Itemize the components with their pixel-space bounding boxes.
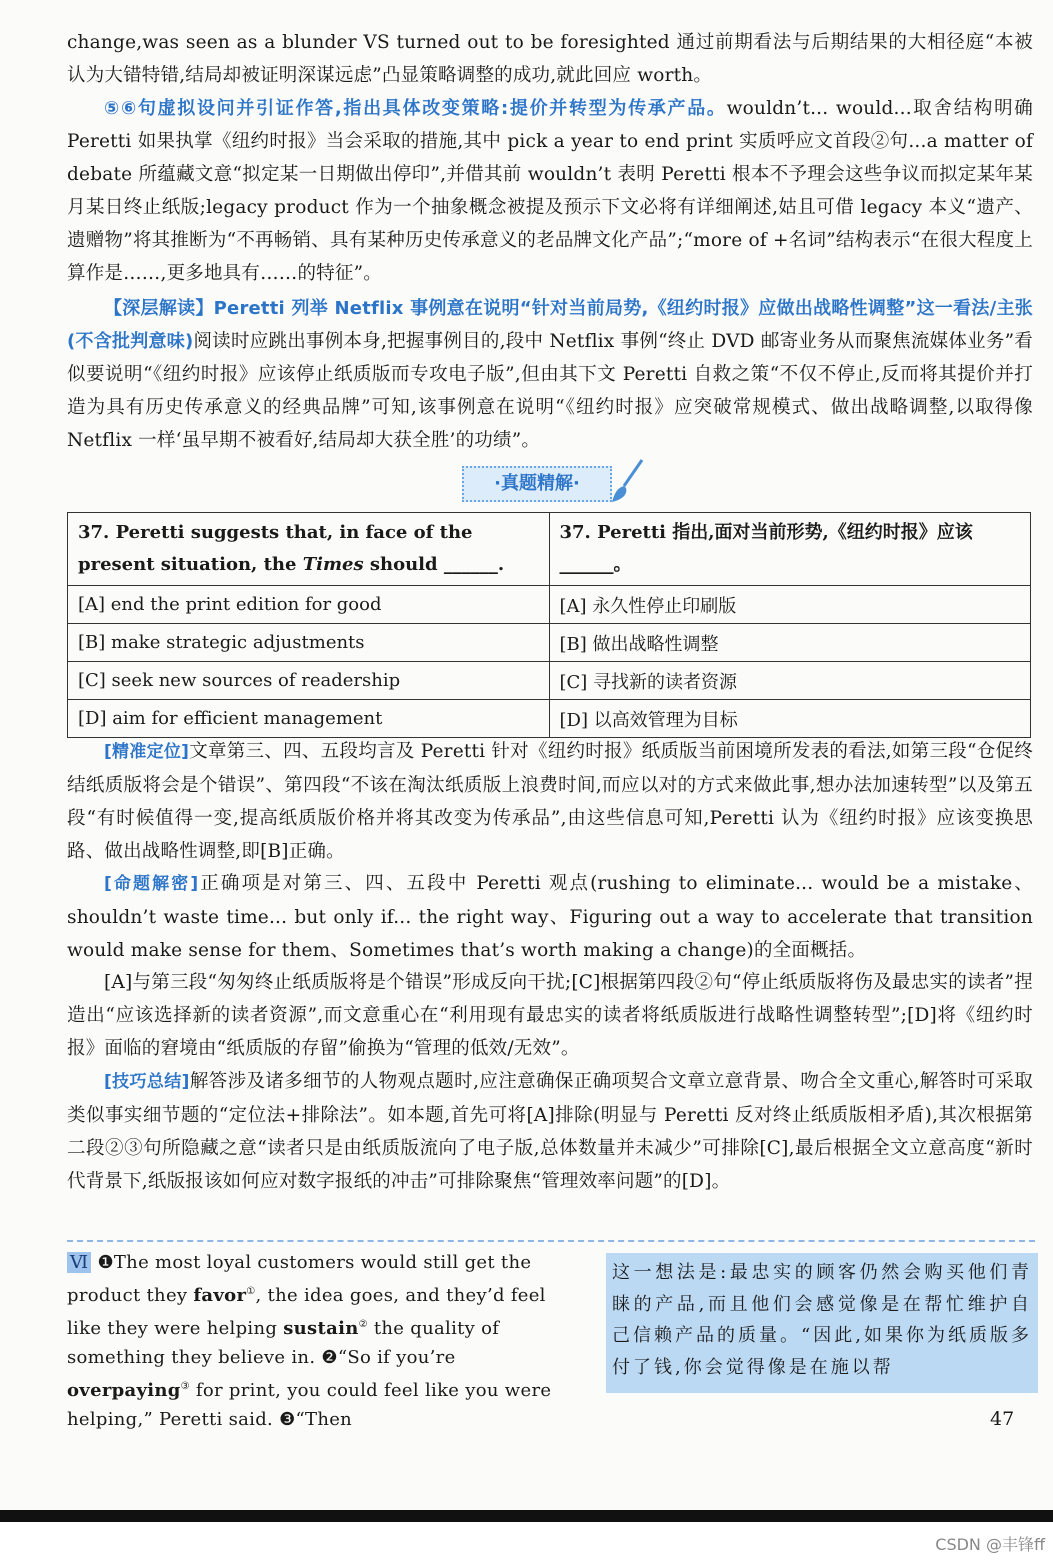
option-b-en: [B] make strategic adjustments: [68, 624, 550, 662]
deep-reading-body: 阅读时应跳出事例本身,把握事例目的,段中 Netflix 事例“终止 DVD 邮寄业务从而聚焦流媒体业务”看似要说明“《纽约时报》应该停止纸质版而专攻电子版”,但由其下文 Peretti 自救之策“不仅不停止,反而将其提价并打造为具有历史传承意义的经典品牌”可知,该事例意在说明“《纽约时报》应突破常规模式、做出战略调整,以取得像 Netflix 一样‘虽早期不被看好,结局却大获全胜’的功绩”。: [67, 331, 1033, 451]
paragraph-body: wouldn’t... would...取舍结构明确 Peretti 如果执掌《纽约时报》当会采取的措施,其中 pick a year to end print 实质呼应文首段②句...a matter of debate 所蕴藏文意“拟定某一日期做出停印”,并借其前 wouldn’t 表明 Peretti 根本不予理会这些争议而拟定某年某月某日终止纸版;legacy product 作为一个抽象概念被提及预示下文必将有详细阐述,姑且可借 legacy 本义“遗产、遗赠物”将其推断为“不再畅销、具有某种历史传承意义的老品牌文化产品”;“more of +名词”结构表示“在很大程度上算作是……,更多地具有……的特征”。: [67, 98, 1033, 284]
option-d-cn: [D] 以高效管理为目标: [549, 700, 1031, 738]
paragraph-sentences-5-6: [67, 92, 1033, 290]
option-a-en: [A] end the print edition for good: [68, 586, 550, 624]
chinese-translation-box: 这一想法是:最忠实的顾客仍然会购买他们青睐的产品,而且他们会感觉像是在帮忙维护自己信赖产品的质量。“因此,如果你为纸质版多付了钱,你会觉得像是在施以帮: [606, 1253, 1038, 1393]
paragraph-skills-summary: [技巧总结]解答涉及诸多细节的人物观点题时,应注意确保正确项契合文章立意背景、吻合全文重心,解答时可采取类似事实细节题的“定位法+排除法”。如本题,首先可将[A]排除(明显与 Peretti 反对终止纸质版相矛盾),其次根据第二段②③句所隐藏之意“读者只是由纸质版流向了电子版,总体数量并未减少”可排除[C],最后根据全文立意高度“新时代背景下,纸版报该如何应对数字报纸的冲击”可排除聚焦“管理效率问题”的[D]。: [67, 1071, 1033, 1192]
question-en: 37. Peretti suggests that, in face of the present situation, the Times should ______.: [68, 513, 550, 586]
paragraph-distractors: [A]与第三段“匆匆终止纸质版将是个错误”形成反向干扰;[C]根据第四段②句“停止纸质版将伤及最忠实的读者”捏造出“应该选择新的读者资源”,而文意重心在“利用现有最忠实的读者将纸质版进行战略性调整转型”;[D]将《纽约时报》面临的窘境由“纸质版的存留”偷换为“管理的低效/无效”。: [67, 972, 1033, 1059]
watermark: CSDN @丰锋ff: [935, 1535, 1045, 1554]
viewer-bottom-bar: [0, 1510, 1053, 1522]
english-passage: Ⅵ ❶The most loyal customers would still get the product they favor①, the idea goes, and they’d feel like they were helping sustain② the quality of something they believe in. ❷“So if you’re overpaying③ for print, you could feel like you were helping,” Peretti said. ❸“Then: [67, 1252, 552, 1430]
option-row: [68, 586, 1031, 624]
option-row: [68, 624, 1031, 662]
deep-reading-heading: 【深层解读】Peretti 列举 Netflix 事例意在说明“针对当前局势,《纽约时报》应做出战略性调整”这一看法/主张(不含批判意味): [67, 298, 1033, 352]
skills-summary-tag: [技巧总结]: [104, 1072, 190, 1092]
page-number: 47: [990, 1408, 1015, 1430]
question-row: [68, 513, 1031, 586]
paragraph-precise-location: [精准定位]文章第三、四、五段均言及 Peretti 针对《纽约时报》纸质版当前困境所发表的看法,如第三段“仓促终结纸质版将会是个错误”、第四段“不该在淘汰纸质版上浪费时间,而应以对的方式来做此事,想办法加速转型”以及第五段“有时候值得一变,提高纸质版价格并将其改变为传承品”,由这些信息可知,Peretti 认为《纽约时报》应该变换思路、做出战略性调整,即[B]正确。: [67, 741, 1033, 862]
paragraph-heading: ⑤⑥句虚拟设问并引证作答,指出具体改变策略:提价并转型为传承产品。: [104, 98, 727, 119]
paragraph-number: Ⅵ: [67, 1252, 91, 1273]
section-banner: ·真题精解·: [462, 466, 612, 502]
question-cn: 37. Peretti 指出,面对当前形势,《纽约时报》应该______。: [549, 513, 1031, 586]
precise-location-tag: [精准定位]: [104, 742, 190, 762]
option-d-en: [D] aim for efficient management: [68, 700, 550, 738]
option-row: [68, 700, 1031, 738]
question-table: [67, 512, 1031, 738]
option-row: [68, 662, 1031, 700]
option-a-cn: [A] 永久性停止印刷版: [549, 586, 1031, 624]
brush-icon: [610, 458, 646, 504]
option-c-cn: [C] 寻找新的读者资源: [549, 662, 1031, 700]
divider: [67, 1240, 1035, 1242]
paragraph-deep-reading: [67, 292, 1033, 457]
paragraph-worth-summary: change,was seen as a blunder VS turned out to be foresighted 通过前期看法与后期结果的大相径庭“本被认为大错特错,结局却被证明深谋远虑”凸显策略调整的成功,就此回应 worth。: [67, 32, 1033, 86]
question-decoding-tag: [命题解密]: [104, 874, 199, 894]
option-c-en: [C] seek new sources of readership: [68, 662, 550, 700]
option-b-cn: [B] 做出战略性调整: [549, 624, 1031, 662]
paragraph-question-decoding: [命题解密]正确项是对第三、四、五段中 Peretti 观点(rushing to eliminate... would be a mistake、shouldn’t waste time... but only if... the right way、Figuring out a way to accelerate that transition would make sense for them、Sometimes that’s worth making a change)的全面概括。: [67, 873, 1033, 961]
